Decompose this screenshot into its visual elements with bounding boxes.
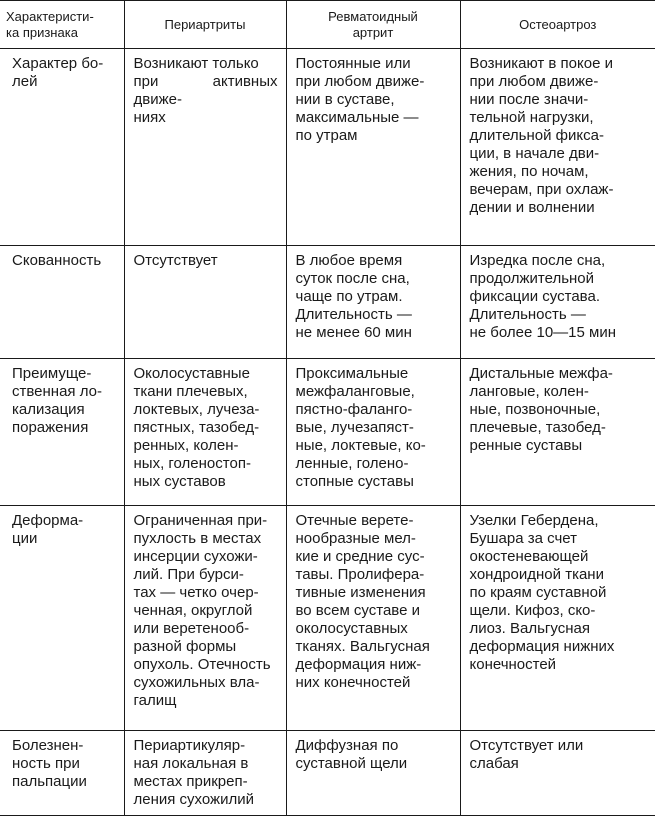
header-periarthritis — [124, 1, 286, 49]
cell-osteoarthritis: Дистальные межфа- ланговые, колен- ные, позвоночные, плечевые, тазобед- ренные суставы — [460, 359, 655, 506]
cell-periarthritis: Околосуставные ткани плечевых, локтевых, лучеза- пястных, тазобед- ренных, колен- ных, голеностоп- ных суставов — [124, 359, 286, 506]
cell-periarthritis: Периартикуляр- ная локальная в местах прикреп- ления сухожилий — [124, 731, 286, 816]
cell-rheumatoid: В любое время суток после сна, чаще по утрам. Длительность — не менее 60 мин — [286, 246, 460, 359]
table-row — [0, 506, 655, 731]
row-label: Болезнен- ность при пальпации — [0, 731, 124, 816]
header-osteoarthritis — [460, 1, 655, 49]
header-feature — [0, 1, 124, 49]
cell-rheumatoid: Диффузная по суставной щели — [286, 731, 460, 816]
table-row — [0, 359, 655, 506]
cell-osteoarthritis: Узелки Гебердена, Бушара за счет окостеневающей хондроидной ткани по краям суставной щели. Кифоз, ско- лиоз. Вальгусная деформация нижних конечностей — [460, 506, 655, 731]
cell-rheumatoid: Отечные верете- нообразные мел- кие и средние сус- тавы. Пролифера- тивные изменения во всем суставе и околосуставных тканях. Вальгусная деформация ниж- них конечностей — [286, 506, 460, 731]
cell-rheumatoid: Постоянные или при любом движе- нии в суставе, максимальные — по утрам — [286, 49, 460, 246]
cell-periarthritis: Возникают только при активных движе- ниях — [124, 49, 286, 246]
table-row — [0, 731, 655, 816]
table-row — [0, 49, 655, 246]
header-feature-text: Характеристи- ка признака — [6, 8, 94, 40]
table-row — [0, 246, 655, 359]
header-osteoarthritis-text: Остеоартроз — [519, 16, 597, 32]
header-rheumatoid-text: Ревматоидный артрит — [328, 8, 418, 40]
cell-rheumatoid: Проксимальные межфаланговые, пястно-фаланго- вые, лучезапяст- ные, локтевые, ко- ленные, голено- стопные суставы — [286, 359, 460, 506]
header-rheumatoid — [286, 1, 460, 49]
header-row — [0, 1, 655, 49]
row-label: Деформа- ции — [0, 506, 124, 731]
cell-periarthritis: Ограниченная при- пухлость в местах инсерции сухожи- лий. При бурси- тах — четко очер- ченная, округлой или веретенооб- разной формы опухоль. Отечность сухожильных вла- галищ — [124, 506, 286, 731]
cell-osteoarthritis: Возникают в покое и при любом движе- нии после значи- тельной нагрузки, длительной фикса- ции, в начале дви- жения, по ночам, вечерам, при охлаж- дении и волнении — [460, 49, 655, 246]
cell-osteoarthritis: Изредка после сна, продолжительной фиксации сустава. Длительность — не более 10—15 мин — [460, 246, 655, 359]
cell-osteoarthritis: Отсутствует или слабая — [460, 731, 655, 816]
row-label: Преимуще- ственная ло- кализация поражения — [0, 359, 124, 506]
cell-periarthritis: Отсутствует — [124, 246, 286, 359]
row-label: Характер бо- лей — [0, 49, 124, 246]
row-label: Скованность — [0, 246, 124, 359]
header-periarthritis-text: Периартриты — [164, 16, 246, 32]
